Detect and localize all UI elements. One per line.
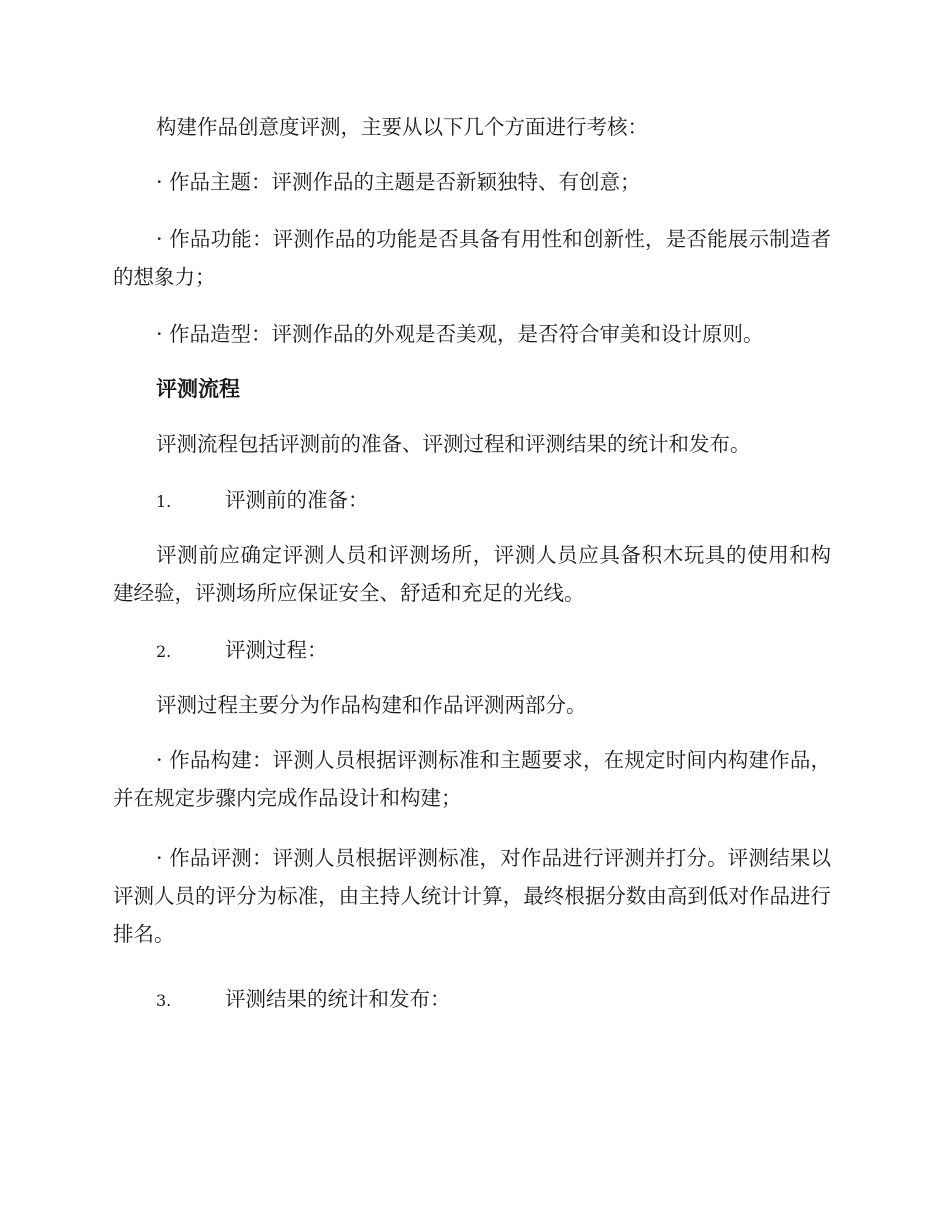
- step-2-body: 评测过程主要分为作品构建和作品评测两部分。: [156, 693, 587, 717]
- step-1-body: 评测前应确定评测人员和评测场所，评测人员应具备积木玩具的使用和构建经验，评测场所应保证安全、舒适和充足的光线。: [113, 543, 831, 605]
- intro-paragraph: 构建作品创意度评测，主要从以下几个方面进行考核：: [156, 115, 648, 139]
- step-3-number: 3.: [156, 991, 172, 1010]
- criteria-theme-item: · 作品主题：评测作品的主题是否新颖独特、有创意；: [156, 170, 641, 194]
- criteria-function-item: · 作品功能：评测作品的功能是否具备有用性和创新性，是否能展示制造者的想象力；: [113, 227, 831, 289]
- step-2-title: 评测过程：: [225, 638, 328, 662]
- step-2-heading: [156, 631, 328, 671]
- criteria-shape-item: · 作品造型：评测作品的外观是否美观，是否符合审美和设计原则。: [156, 322, 764, 346]
- step-1-heading: [156, 481, 369, 521]
- step-2-build-item: · 作品构建：评测人员根据评测标准和主题要求，在规定时间内构建作品，并在规定步骤内完成作品设计和构建；: [113, 748, 831, 810]
- step-3-title: 评测结果的统计和发布：: [225, 987, 451, 1011]
- step-2-number: 2.: [156, 642, 172, 661]
- step-3-heading: [156, 980, 451, 1020]
- step-2-evaluate-item: · 作品评测：评测人员根据评测标准，对作品进行评测并打分。评测结果以评测人员的评分为标准，由主持人统计计算，最终根据分数由高到低对作品进行排名。: [113, 846, 831, 946]
- process-intro-paragraph: 评测流程包括评测前的准备、评测过程和评测结果的统计和发布。: [156, 432, 751, 456]
- step-1-title: 评测前的准备：: [225, 488, 369, 512]
- step-1-number: 1.: [156, 492, 172, 511]
- section-heading: 评测流程: [156, 377, 240, 401]
